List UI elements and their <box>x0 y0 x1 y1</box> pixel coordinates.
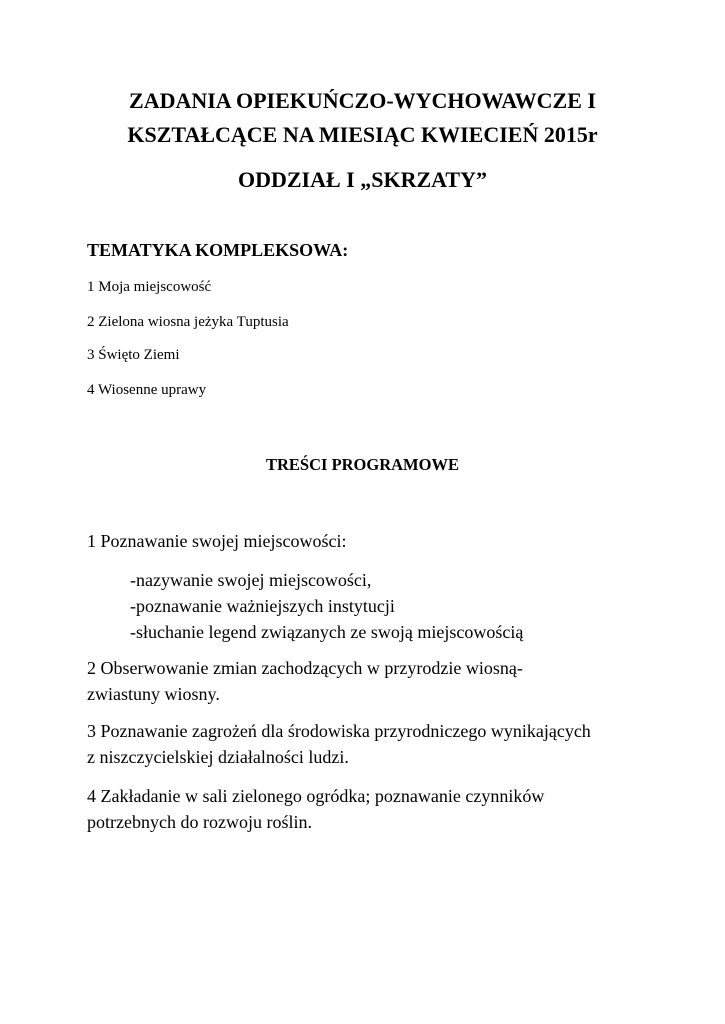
program-item-4-line-2: potrzebnych do rozwoju roślin. <box>87 812 312 832</box>
document-title-line-2: KSZTAŁCĄCE NA MIESIĄC KWIECIEŃ 2015r <box>127 122 598 147</box>
program-item-1: 1 Poznawanie swojej miejscowości: <box>87 531 347 551</box>
program-subitem: -poznawanie ważniejszych instytucji <box>130 596 395 616</box>
program-item-4-line-1: 4 Zakładanie w sali zielonego ogródka; poznawanie czynników <box>87 786 545 806</box>
topic-item: 1 Moja miejscowość <box>87 279 212 295</box>
program-item-3-line-1: 3 Poznawanie zagrożeń dla środowiska przyrodniczego wynikających <box>87 721 591 741</box>
document-title-line-1: ZADANIA OPIEKUŃCZO-WYCHOWAWCZE I <box>129 88 596 113</box>
topic-item: 4 Wiosenne uprawy <box>87 382 207 398</box>
program-subitem: -nazywanie swojej miejscowości, <box>130 570 372 590</box>
topic-item: 3 Święto Ziemi <box>87 347 180 363</box>
topic-item: 2 Zielona wiosna jeżyka Tuptusia <box>87 314 289 330</box>
group-name-heading: ODDZIAŁ I „SKRZATY” <box>238 167 487 192</box>
tematyka-heading: TEMATYKA KOMPLEKSOWA: <box>87 240 349 260</box>
program-item-3-line-2: z niszczycielskiej działalności ludzi. <box>87 747 349 767</box>
program-item-2-line-1: 2 Obserwowanie zmian zachodzących w przyrodzie wiosną- <box>87 658 523 678</box>
tresci-heading: TREŚCI PROGRAMOWE <box>266 455 459 474</box>
program-subitem: -słuchanie legend związanych ze swoją miejscowością <box>130 622 524 642</box>
program-item-2-line-2: zwiastuny wiosny. <box>87 684 220 704</box>
